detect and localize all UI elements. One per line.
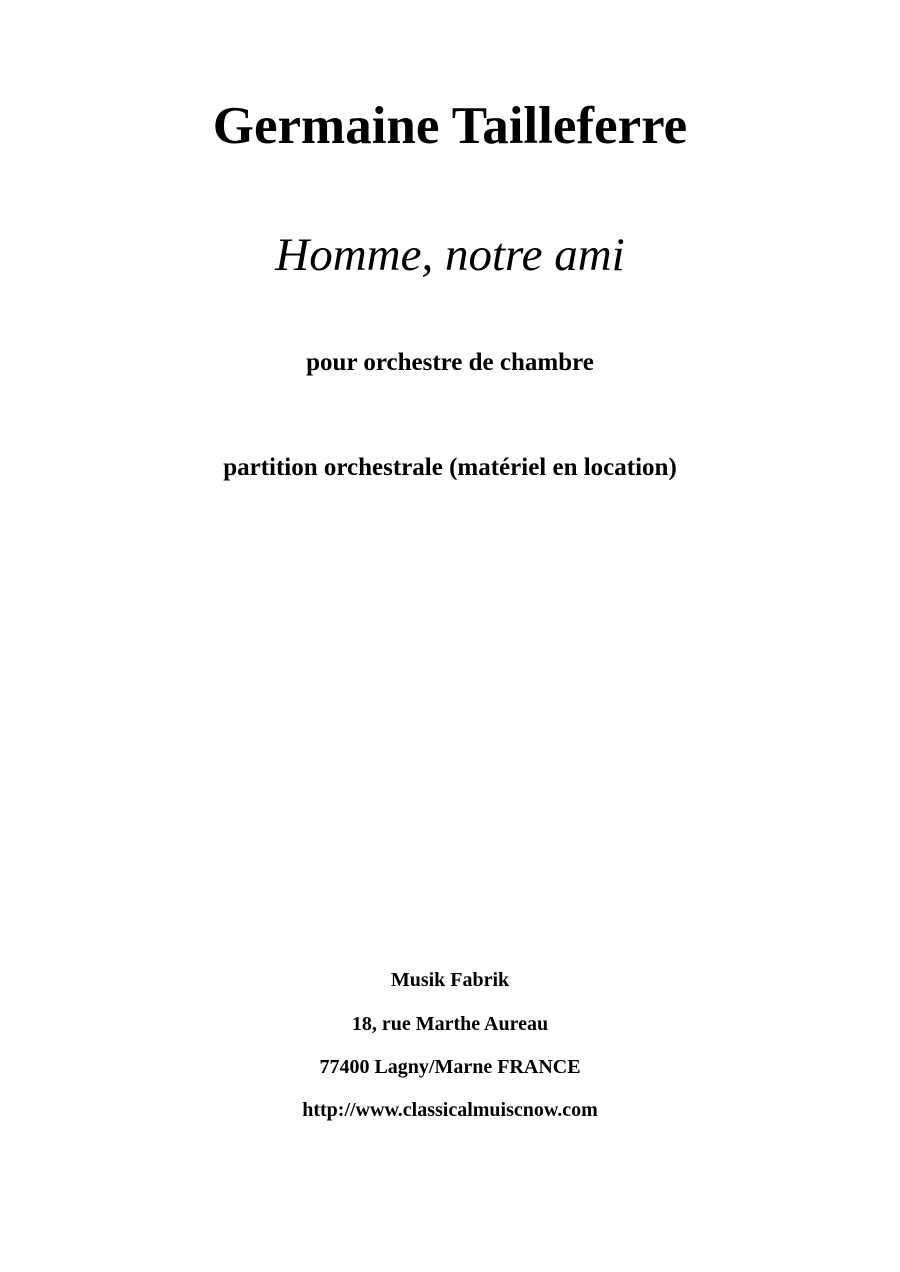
instrumentation-subtitle: pour orchestre de chambre (306, 349, 594, 376)
work-title: Homme, notre ami (275, 229, 625, 281)
publisher-street: 18, rue Marthe Aureau (351, 1013, 549, 1035)
composer-name: Germaine Tailleferre (212, 97, 688, 155)
publisher-url: http://www.classicalmuiscnow.com (302, 1099, 598, 1121)
publisher-name: Musik Fabrik (390, 969, 510, 991)
publisher-city: 77400 Lagny/Marne FRANCE (319, 1056, 581, 1078)
score-type: partition orchestrale (matériel en location) (223, 454, 677, 481)
